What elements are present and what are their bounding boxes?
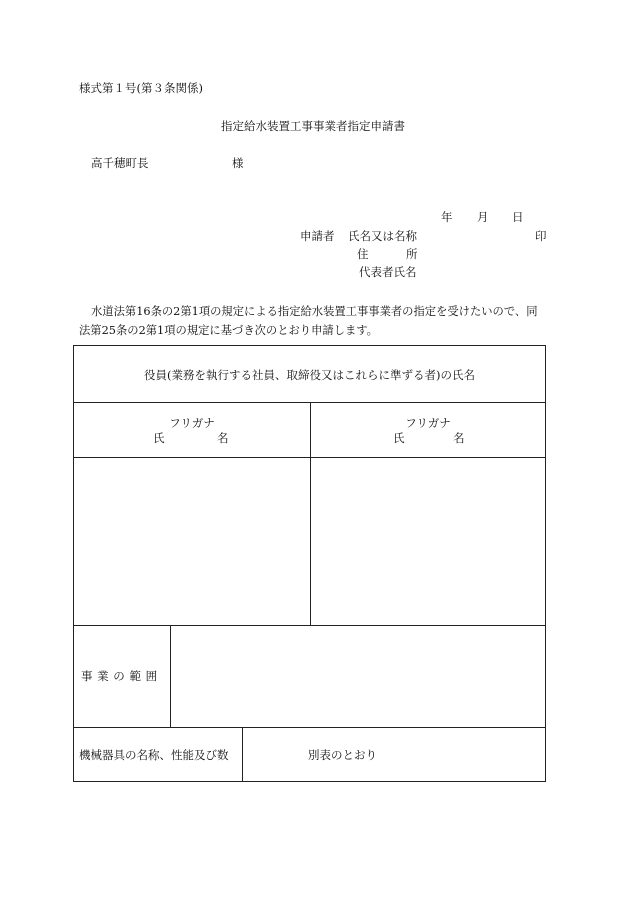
left-name-label-2: 名 <box>217 431 229 445</box>
applicant-label: 申請者 <box>300 229 335 243</box>
body-text-line-1: 水道法第16条の2第1項の規定による指定給水装置工事事業者の指定を受けたいので、同 <box>91 305 538 318</box>
addressee-name: 高千穂町長 <box>91 156 149 170</box>
table-divider <box>242 727 243 782</box>
applicant-name-label: 氏名又は名称 <box>348 229 417 243</box>
date-day: 日 <box>512 210 524 224</box>
left-name-label-1: 氏 <box>153 431 165 445</box>
table-divider <box>74 727 545 728</box>
applicant-representative-label: 代表者氏名 <box>359 265 417 279</box>
addressee-honorific: 様 <box>232 156 244 170</box>
equipment-label: 機械器具の名称、性能及び数 <box>79 748 229 762</box>
right-officer-entry-cell[interactable] <box>311 458 546 625</box>
document-title: 指定給水装置工事事業者指定申請書 <box>221 119 405 133</box>
form-number: 様式第１号(第３条関係) <box>79 81 203 95</box>
scope-label: 事 業 の 範 囲 <box>81 669 158 683</box>
application-form-table <box>73 345 546 782</box>
right-name-label-2: 名 <box>453 431 465 445</box>
left-officer-entry-cell[interactable] <box>74 458 310 625</box>
left-furigana-label: フリガナ <box>169 416 215 430</box>
equipment-value: 別表のとおり <box>308 748 377 762</box>
date-year: 年 <box>441 210 453 224</box>
right-furigana-label: フリガナ <box>405 416 451 430</box>
date-month: 月 <box>477 210 489 224</box>
scope-entry-cell[interactable] <box>171 626 546 727</box>
body-text-line-2: 法第25条の2第1項の規定に基づき次のとおり申請します。 <box>79 324 378 337</box>
applicant-address-label-1: 住 <box>357 247 369 261</box>
applicant-seal: 印 <box>535 229 547 243</box>
applicant-address-label-2: 所 <box>406 247 418 261</box>
officers-header: 役員(業務を執行する社員、取締役又はこれらに準ずる者)の氏名 <box>144 368 475 382</box>
right-name-label-1: 氏 <box>393 431 405 445</box>
